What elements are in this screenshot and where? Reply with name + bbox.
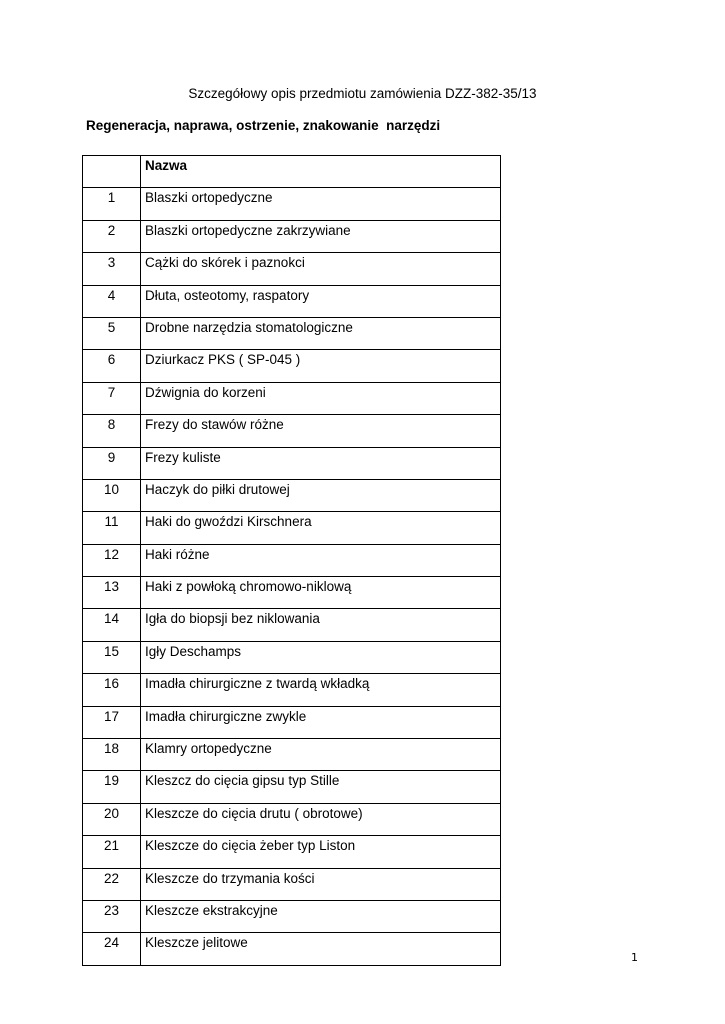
row-number: 10	[83, 479, 141, 511]
row-number: 7	[83, 382, 141, 414]
row-number: 24	[83, 933, 141, 965]
row-number: 4	[83, 285, 141, 317]
row-name: Drobne narzędzia stomatologiczne	[141, 317, 501, 349]
row-number: 22	[83, 868, 141, 900]
table-row	[83, 253, 501, 285]
row-number: 1	[83, 188, 141, 220]
row-name: Imadła chirurgiczne zwykle	[141, 706, 501, 738]
row-name: Haki z powłoką chromowo-niklową	[141, 577, 501, 609]
table-row	[83, 382, 501, 414]
row-name: Haki różne	[141, 544, 501, 576]
items-table	[82, 155, 501, 966]
row-number: 17	[83, 706, 141, 738]
row-number: 23	[83, 900, 141, 932]
row-name: Kleszcze do cięcia drutu ( obrotowe)	[141, 803, 501, 835]
row-number: 21	[83, 836, 141, 868]
table-row	[83, 641, 501, 673]
row-name: Kleszcze ekstrakcyjne	[141, 900, 501, 932]
row-number: 20	[83, 803, 141, 835]
row-name: Dziurkacz PKS ( SP-045 )	[141, 350, 501, 382]
table-row	[83, 544, 501, 576]
table-row	[83, 739, 501, 771]
row-number: 13	[83, 577, 141, 609]
row-name: Blaszki ortopedyczne zakrzywiane	[141, 220, 501, 252]
row-name: Imadła chirurgiczne z twardą wkładką	[141, 674, 501, 706]
row-number: 12	[83, 544, 141, 576]
table-header-row	[83, 156, 501, 188]
row-name: Dźwignia do korzeni	[141, 382, 501, 414]
row-name: Haki do gwoździ Kirschnera	[141, 512, 501, 544]
row-name: Blaszki ortopedyczne	[141, 188, 501, 220]
row-number: 19	[83, 771, 141, 803]
row-number: 15	[83, 641, 141, 673]
header-name: Nazwa	[141, 156, 501, 188]
row-number: 3	[83, 253, 141, 285]
table-body	[83, 188, 501, 965]
row-name: Frezy kuliste	[141, 447, 501, 479]
table-row	[83, 220, 501, 252]
row-number: 16	[83, 674, 141, 706]
table-row	[83, 350, 501, 382]
document-title: Szczegółowy opis przedmiotu zamówienia DZZ-382-35/13	[188, 86, 537, 101]
table-row	[83, 674, 501, 706]
row-name: Dłuta, osteotomy, raspatory	[141, 285, 501, 317]
row-name: Igła do biopsji bez niklowania	[141, 609, 501, 641]
table-row	[83, 771, 501, 803]
page-number: 1	[631, 951, 638, 964]
row-number: 11	[83, 512, 141, 544]
row-number: 2	[83, 220, 141, 252]
row-name: Kleszcze do trzymania kości	[141, 868, 501, 900]
row-number: 8	[83, 415, 141, 447]
row-number: 5	[83, 317, 141, 349]
row-number: 9	[83, 447, 141, 479]
table-row	[83, 706, 501, 738]
table-row	[83, 803, 501, 835]
table-row	[83, 836, 501, 868]
header-number	[83, 156, 141, 188]
table-row	[83, 479, 501, 511]
row-name: Igły Deschamps	[141, 641, 501, 673]
table-row	[83, 317, 501, 349]
table-row	[83, 512, 501, 544]
row-name: Klamry ortopedyczne	[141, 739, 501, 771]
table-row	[83, 900, 501, 932]
table-row	[83, 577, 501, 609]
table-row	[83, 609, 501, 641]
document-subtitle: Regeneracja, naprawa, ostrzenie, znakowanie narzędzi	[86, 118, 441, 133]
row-name: Frezy do stawów różne	[141, 415, 501, 447]
row-name: Kleszcze do cięcia żeber typ Liston	[141, 836, 501, 868]
table-row	[83, 447, 501, 479]
row-name: Kleszcze jelitowe	[141, 933, 501, 965]
row-number: 6	[83, 350, 141, 382]
table-row	[83, 285, 501, 317]
row-name: Haczyk do piłki drutowej	[141, 479, 501, 511]
row-name: Kleszcz do cięcia gipsu typ Stille	[141, 771, 501, 803]
table-row	[83, 868, 501, 900]
table-row	[83, 933, 501, 965]
row-name: Cążki do skórek i paznokci	[141, 253, 501, 285]
table-row	[83, 415, 501, 447]
row-number: 18	[83, 739, 141, 771]
row-number: 14	[83, 609, 141, 641]
table-row	[83, 188, 501, 220]
